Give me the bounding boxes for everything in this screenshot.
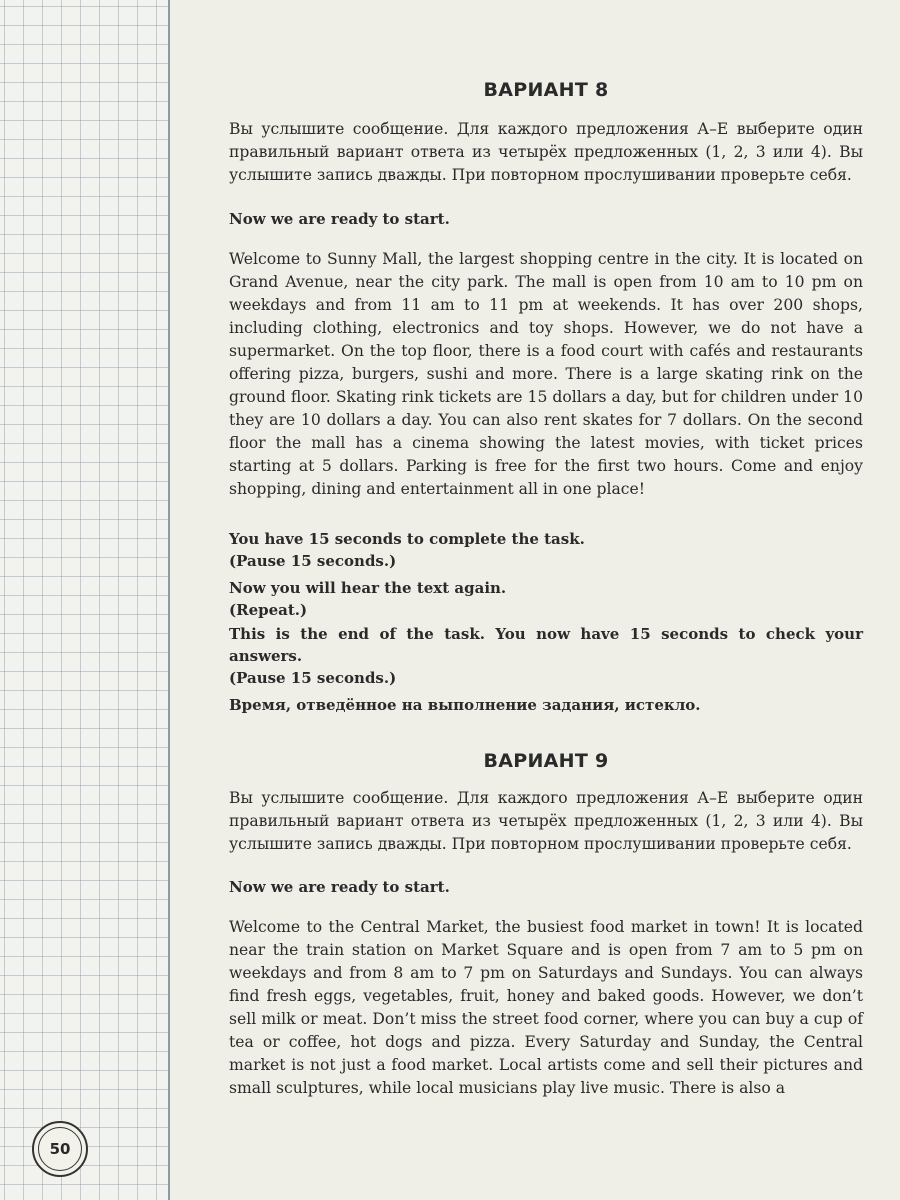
page-number-badge [32,1121,88,1177]
variant-8-pause-1: (Pause 15 seconds.) [229,552,397,570]
variant-9-text: Welcome to the Central Market, the busiest food market in town! It is located near the train station on Market Square and is open from 7 am to 5 pm on weekdays and from 8 am to 7 pm on Saturdays and Sundays. You can always find fresh eggs, vegetables, fruit, honey and baked goods. However, we don’t sell milk or meat. Don’t miss the street food corner, where you can buy a cup of tea or coffee, hot dogs and pizza. Every Saturday and Sunday, the Central market is not just a food market. Local artists come and sell their pictures and small sculptures, while local musicians play live music. There is also a [229,918,863,1097]
variant-8-repeat: (Repeat.) [229,601,308,619]
variant-8-text: Welcome to Sunny Mall, the largest shopping centre in the city. It is located on Grand Avenue, near the city park. The mall is open from 10 am to 10 pm on weekdays and from 11 am to 11 pm at weekends. It has over 200 shops, including clothing, electronics and toy shops. However, we do not have a supermarket. On the top floor, there is a food court with cafés and restaurants offering pizza, burgers, sushi and more. There is a large skating rink on the ground floor. Skating rink tickets are 15 dollars a day, but for children under 10 they are 10 dollars a day. You can also rent skates for 7 dollars. On the second floor the mall has a cinema showing the latest movies, with ticket prices starting at 5 dollars. Parking is free for the first two hours. Come and enjoy shopping, dining and entertainment all in one place! [229,250,863,498]
variant-9-title: ВАРИАНТ 9 [483,750,609,772]
variant-8-title: ВАРИАНТ 8 [483,79,609,101]
variant-8-hear-again: Now you will hear the text again. [229,579,507,597]
page-number: 50 [49,1140,71,1158]
variant-9-ready: Now we are ready to start. [229,878,450,896]
variant-8-time-over: Время, отведённое на выполнение задания, истекло. [229,696,701,714]
variant-8-complete-task: You have 15 seconds to complete the task. [229,530,585,548]
variant-8-end-of-task: This is the end of the task. You now have 15 seconds to check your answers. [229,625,863,665]
variant-9-instructions: Вы услышите сообщение. Для каждого предложения А–Е выберите один правильный вариант ответа из четырёх предложенных (1, 2, 3 или 4). Вы услышите запись дважды. При повторном прослушивании проверьте себя. [229,789,863,853]
variant-8-instructions: Вы услышите сообщение. Для каждого предложения А–Е выберите один правильный вариант ответа из четырёх предложенных (1, 2, 3 или 4). Вы услышите запись дважды. При повторном прослушивании проверьте себя. [229,120,863,184]
variant-8-pause-2: (Pause 15 seconds.) [229,669,397,687]
grid-paper-margin [0,0,168,1200]
variant-8-ready: Now we are ready to start. [229,210,450,228]
margin-rule [168,0,170,1200]
